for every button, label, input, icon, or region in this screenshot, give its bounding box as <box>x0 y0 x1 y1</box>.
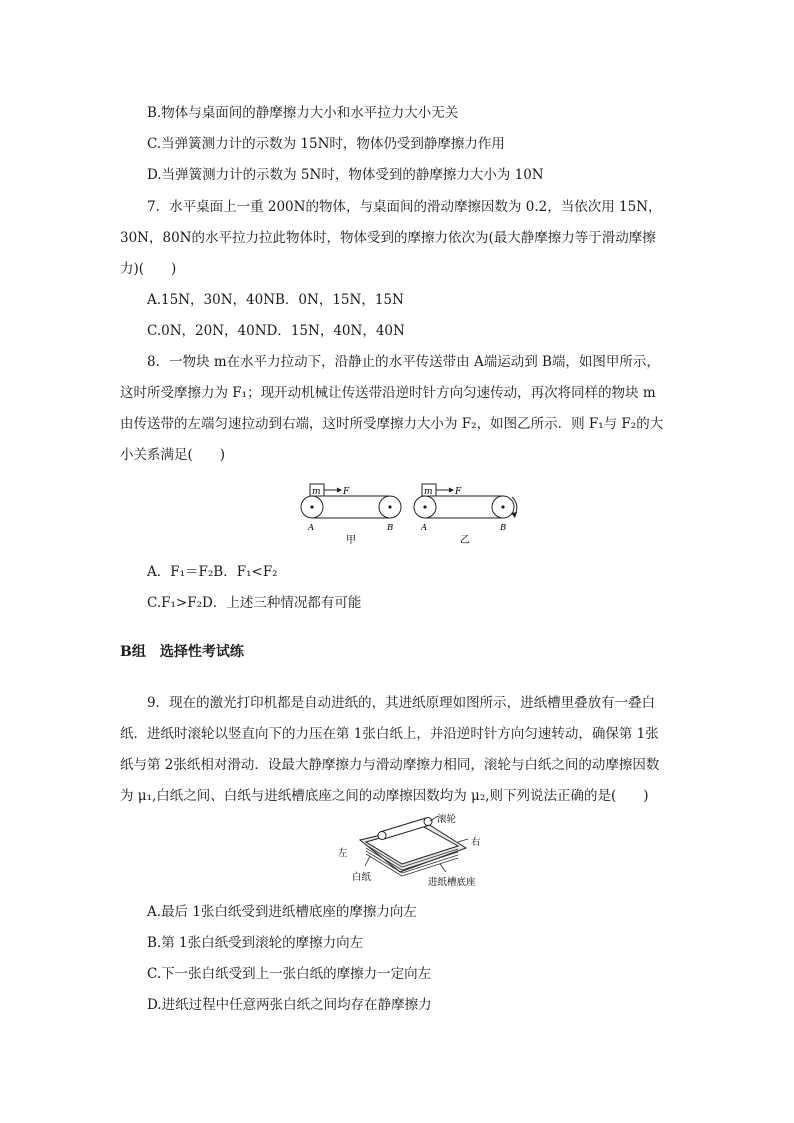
q9-option-c: C.下一张白纸受到上一张白纸的摩擦力一定向左 <box>147 966 432 982</box>
base-label: 进纸槽底座 <box>428 877 476 888</box>
q8-stem-line2: 这时所受摩擦力为 F₁；现开动机械让传送带沿逆时针方向匀速传动，再次将同样的物块 m <box>120 385 656 401</box>
caption-yi: 乙 <box>460 535 470 546</box>
block-m-label-jia: m <box>312 487 321 497</box>
end-b-label-jia: B <box>387 523 394 533</box>
q9-option-b: B.第 1张白纸受到滚轮的摩擦力向左 <box>147 935 364 951</box>
end-a-label-yi: A <box>421 523 428 533</box>
block-m-label-yi: m <box>424 487 433 497</box>
q7-stem-line3: 力)( ) <box>120 261 177 277</box>
q8-options-ab: A．F₁＝F₂B．F₁<F₂ <box>147 564 278 580</box>
q7-options-ab: A.15N，30N，40NB．0N，15N，15N <box>147 292 404 308</box>
q9-stem-line3: 纸与第 2张纸相对滑动．设最大静摩擦力与滑动摩擦力相同，滚轮与白纸之间的动摩擦因数 <box>120 757 660 773</box>
q8-stem-line4: 小关系满足( ) <box>120 447 226 463</box>
conveyor-jia <box>301 484 401 546</box>
paper-feed-figure <box>330 812 500 892</box>
q8-options-cd: C.F₁>F₂D．上述三种情况都有可能 <box>147 595 362 611</box>
q8-stem-line1: 8．一物块 m在水平力拉动下，沿静止的水平传送带由 A端运动到 B端，如图甲所示， <box>147 354 660 370</box>
section-b-heading: B组 选择性考试练 <box>120 644 244 660</box>
q7-stem-line2: 30N，80N的水平拉力拉此物体时，物体受到的摩擦力依次为(最大静摩擦力等于滑动摩擦 <box>120 230 656 246</box>
conveyor-belt-figure <box>295 478 525 546</box>
option-b-prev: B.物体与桌面间的静摩擦力大小和水平拉力大小无关 <box>147 105 459 121</box>
end-a-label-jia: A <box>308 523 315 533</box>
q8-stem-line3: 由传送带的左端匀速拉动到右端，这时所受摩擦力大小为 F₂，如图乙所示．则 F₁与 F₂的大 <box>120 416 664 432</box>
q9-stem-line2: 纸．进纸时滚轮以竖直向下的力压在第 1张白纸上，并沿逆时针方向匀速转动，确保第 1张 <box>120 726 659 742</box>
q7-options-cd: C.0N，20N，40ND．15N，40N，40N <box>147 323 405 339</box>
paper-label: 白纸 <box>352 872 372 883</box>
right-label: 右 <box>471 837 481 848</box>
left-label: 左 <box>338 848 348 859</box>
q9-stem-line1: 9．现在的激光打印机都是自动进纸的，其进纸原理如图所示，进纸槽里叠放有一叠白 <box>147 695 656 711</box>
force-f-label-yi: F <box>455 487 462 497</box>
conveyor-yi <box>414 484 517 546</box>
option-d-prev: D.当弹簧测力计的示数为 5N时，物体受到的静摩擦力大小为 10N <box>147 167 544 183</box>
force-f-label-jia: F <box>343 487 350 497</box>
q9-stem-line4: 为 μ₁,白纸之间、白纸与进纸槽底座之间的动摩擦因数均为 μ₂,则下列说法正确的是( ) <box>120 788 649 804</box>
caption-jia: 甲 <box>346 535 356 546</box>
q9-option-d: D.进纸过程中任意两张白纸之间均存在静摩擦力 <box>147 997 432 1013</box>
q9-option-a: A.最后 1张白纸受到进纸槽底座的摩擦力向左 <box>147 904 417 920</box>
end-b-label-yi: B <box>500 523 507 533</box>
option-c-prev: C.当弹簧测力计的示数为 15N时，物体仍受到静摩擦力作用 <box>147 136 505 152</box>
roller-label: 滚轮 <box>437 814 457 825</box>
q7-stem-line1: 7．水平桌面上一重 200N的物体，与桌面间的滑动摩擦因数为 0.2，当依次用 15N， <box>147 199 662 215</box>
